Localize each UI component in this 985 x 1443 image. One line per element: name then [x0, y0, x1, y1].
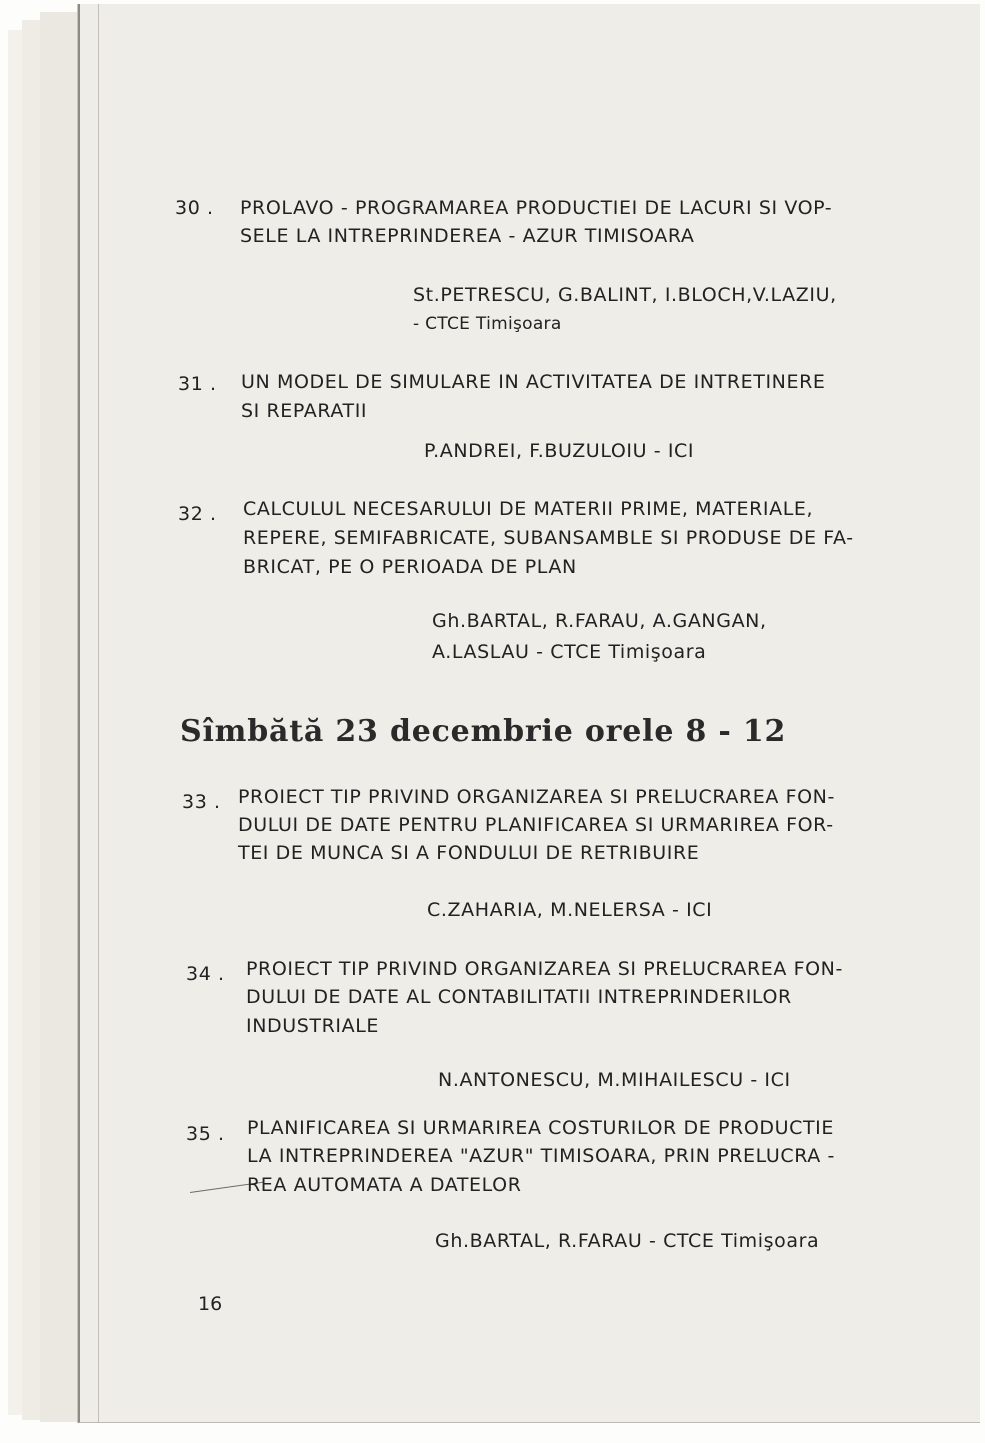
entry-title-line: PROLAVO - PROGRAMAREA PRODUCTIEI DE LACURI SI VOP-: [240, 197, 833, 219]
entry-number: 33 .: [182, 791, 221, 813]
entry-title-line: PLANIFICAREA SI URMARIREA COSTURILOR DE PRODUCTIE: [247, 1117, 834, 1139]
entry-title-line: REA AUTOMATA A DATELOR: [247, 1174, 522, 1196]
day-heading: Sîmbătă 23 decembrie orele 8 - 12: [180, 714, 787, 749]
entry-authors-line: Gh.BARTAL, R.FARAU, A.GANGAN,: [432, 610, 767, 632]
entry-title-line: SELE LA INTREPRINDEREA - AZUR TIMISOARA: [240, 225, 695, 247]
entry-number: 30 .: [175, 197, 214, 219]
entry-title-line: UN MODEL DE SIMULARE IN ACTIVITATEA DE INTRETINERE: [241, 371, 826, 393]
entry-authors-line: A.LASLAU - CTCE Timişoara: [432, 641, 707, 663]
page-number: 16: [198, 1293, 223, 1315]
entry-authors-line: N.ANTONESCU, M.MIHAILESCU - ICI: [438, 1069, 791, 1091]
entry-title-line: INDUSTRIALE: [246, 1015, 380, 1037]
entry-title-line: BRICAT, PE O PERIOADA DE PLAN: [243, 556, 577, 578]
entry-title-line: TEI DE MUNCA SI A FONDULUI DE RETRIBUIRE: [238, 842, 700, 864]
entry-authors-line: P.ANDREI, F.BUZULOIU - ICI: [424, 440, 695, 462]
entry-number: 35 .: [186, 1123, 225, 1145]
entry-number: 32 .: [178, 503, 217, 525]
entry-title-line: LA INTREPRINDEREA "AZUR" TIMISOARA, PRIN PRELUCRA -: [247, 1145, 835, 1167]
entry-authors-line: St.PETRESCU, G.BALINT, I.BLOCH,V.LAZIU,: [413, 284, 837, 306]
entry-title-line: CALCULUL NECESARULUI DE MATERII PRIME, MATERIALE,: [243, 498, 814, 520]
entry-authors-line: Gh.BARTAL, R.FARAU - CTCE Timişoara: [435, 1230, 820, 1252]
entry-title-line: SI REPARATII: [241, 400, 368, 422]
entry-title-line: PROIECT TIP PRIVIND ORGANIZAREA SI PRELUCRAREA FON-: [246, 958, 843, 980]
entry-authors-line: - CTCE Timişoara: [413, 314, 562, 334]
entry-title-line: DULUI DE DATE AL CONTABILITATII INTREPRINDERILOR: [246, 986, 792, 1008]
entry-authors-line: C.ZAHARIA, M.NELERSA - ICI: [427, 899, 713, 921]
entry-title-line: DULUI DE DATE PENTRU PLANIFICAREA SI URMARIREA FOR-: [238, 814, 834, 836]
entry-number: 31 .: [178, 373, 217, 395]
entry-title-line: REPERE, SEMIFABRICATE, SUBANSAMBLE SI PRODUSE DE FA-: [243, 527, 854, 549]
entry-title-line: PROIECT TIP PRIVIND ORGANIZAREA SI PRELUCRAREA FON-: [238, 786, 835, 808]
entry-number: 34 .: [186, 963, 225, 985]
